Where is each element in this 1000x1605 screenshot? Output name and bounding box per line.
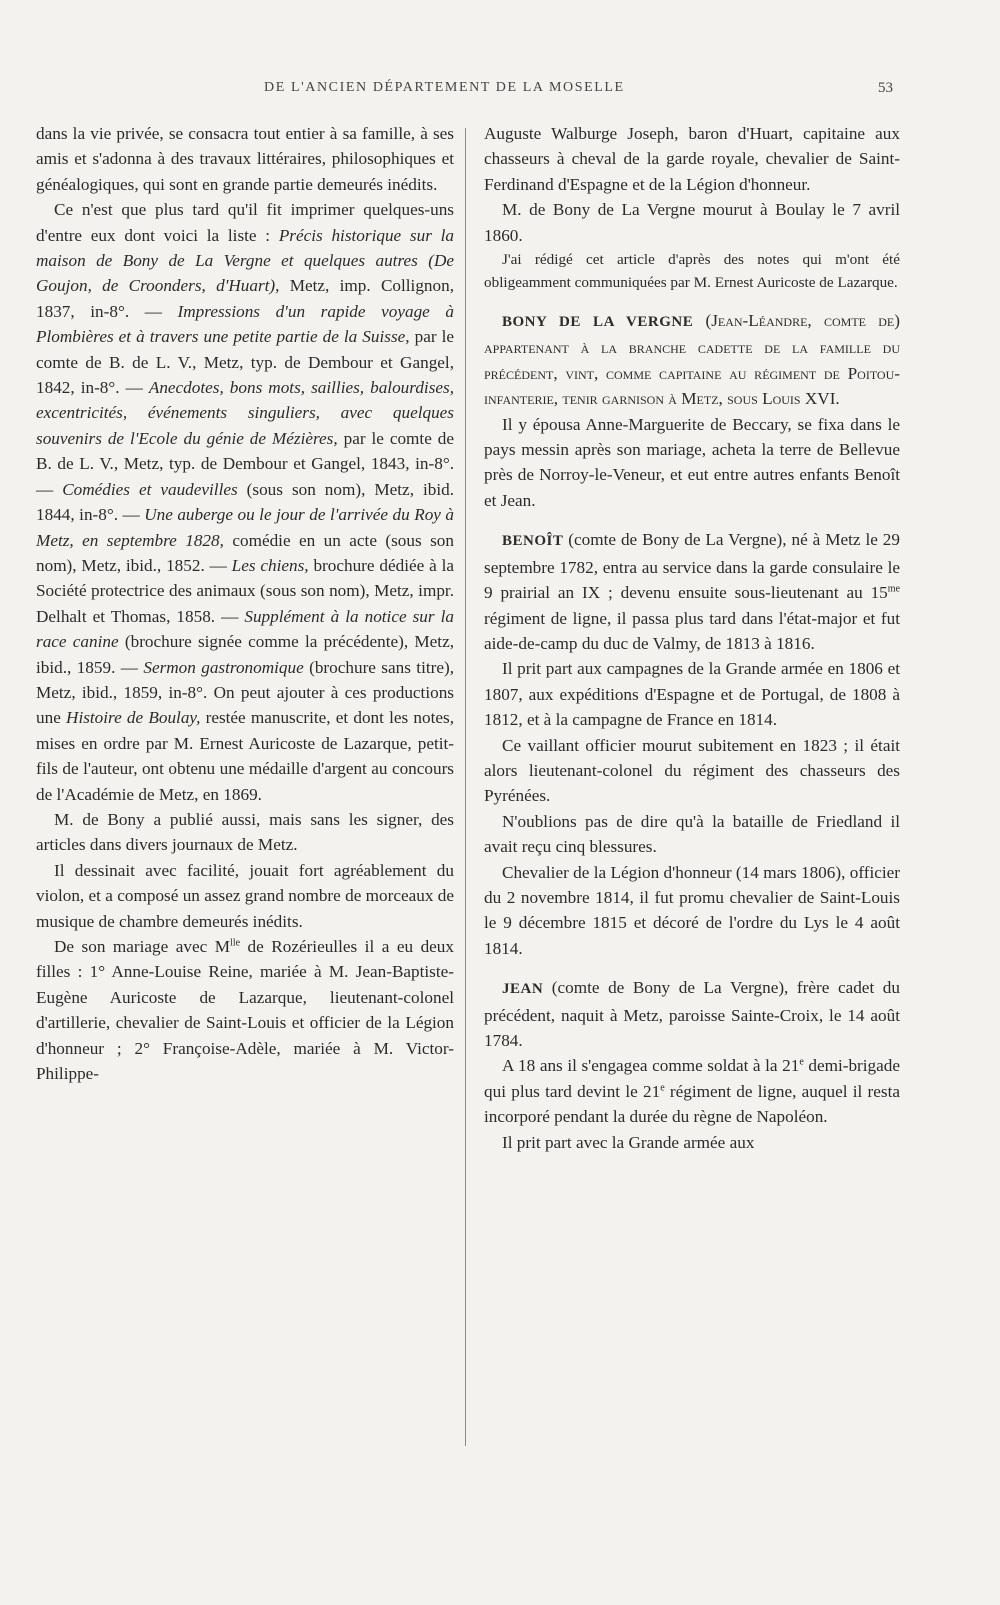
entry-benoit: BENOÎT (comte de Bony de La Vergne), né à Metz le 29 septembre 1782, entra au service dans la garde consulaire le 9 prairial an IX ; devenu ensuite sous-lieutenant au $15^{me}$ régiment de ligne, il passa plus tard dans l'état-major et fut aide-de-camp du duc de Valmy, de 1813 à 1816. <box>484 530 900 653</box>
paragraph: dans la vie privée, se consacra tout entier à sa famille, à ses amis et s'adonna à des travaux littéraires, philosophiques et généalogiques, qui sont en grande partie demeurés inédits. <box>36 124 454 194</box>
right-column <box>484 121 900 1155</box>
work-title: Impressions d'un rapide voyage à Plombières et à travers une petite partie de la Suisse, <box>36 301 455 347</box>
paragraph: Auguste Walburge Joseph, baron d'Huart, capitaine aux chasseurs à cheval de la garde royale, chevalier de Saint-Ferdinand d'Espagne et de la Légion d'honneur. <box>484 124 900 194</box>
work-title: Une auberge ou le jour de l'arrivée du Roy à Metz, en septembre 1828, <box>36 505 455 550</box>
paragraph: De son mariage avec $M^{lle}$ de Rozérieulles il a eu deux filles : 1° Anne-Louise Reine, mariée à M. Jean-Baptiste-Eugène Auricoste de Lazarque, lieutenant-colonel d'artillerie, chevalier de Saint-Louis et officier de la Légion d'honneur ; 2° Françoise-Adèle, mariée à M. Victor-Philippe- <box>36 937 454 1084</box>
paragraph: M. de Bony de La Vergne mourut à Boulay le 7 avril 1860. <box>484 200 900 245</box>
left-column <box>36 121 454 1086</box>
bibliography-paragraph: Ce n'est que plus tard qu'il fit imprimer quelques-uns d'entre eux dont voici la liste : Précis historique sur la maison de Bony de La Vergne et quelques autres (De Goujon, de Croonders, d'Huart), Metz, imp. Collignon, 1837, in-8°. — Impressions d'un rapide voyage à Plombières et à travers une petite partie de la Suisse, par le comte de B. de L. V., Metz, typ. de Dembour et Gangel, 1842, in-8°. — Anecdotes, bons mots, saillies, balourdises, excentricités, événements singuliers, avec quelques souvenirs de l'Ecole du génie de Mézières, par le comte de B. de L. V., Metz, typ. de Dembour et Gangel, 1843, in-8°. — Comédies et vaudevilles (sous son nom), Metz, ibid. 1844, in-8°. — Une auberge ou le jour de l'arrivée du Roy à Metz, en septembre 1828, comédie en un acte (sous son nom), Metz, ibid., 1852. — Les chiens, brochure dédiée à la Société protectrice des animaux (sous son nom), Metz, impr. Delhalt et Thomas, 1858. — Supplément à la notice sur la race canine (brochure signée comme la précédente), Metz, ibid., 1859. — Sermon gastronomique (brochure sans titre), Metz, ibid., 1859, in-8°. On peut ajouter à ces productions une Histoire de Boulay, restée manuscrite, et dont les notes, mises en ordre par M. Ernest Auricoste de Lazarque, petit-fils de l'auteur, ont obtenu une médaille d'argent au concours de l'Académie de Metz, en 1869. <box>36 200 455 804</box>
entry-jean: JEAN (comte de Bony de La Vergne), frère cadet du précédent, naquit à Metz, paroisse Sainte-Croix, le 14 août 1784. <box>484 978 900 1050</box>
paragraph: Il dessinait avec facilité, jouait fort agréablement du violon, et a composé un assez grand nombre de morceaux de musique de chambre demeurés inédits. <box>36 860 454 931</box>
paragraph: Il prit part aux campagnes de la Grande armée en 1806 et 1807, aux expéditions d'Espagne et de Portugal, de 1808 à 1812, et à la campagne de France en 1814. <box>484 659 900 730</box>
running-head: DE L'ANCIEN DÉPARTEMENT DE LA MOSELLE <box>264 80 625 95</box>
author-note: J'ai rédigé cet article d'après des notes qui m'ont été obligeamment communiquées par M. Ernest Auricoste de Lazarque. <box>484 251 900 292</box>
paragraph: M. de Bony a publié aussi, mais sans les signer, des articles dans divers journaux de Metz. <box>36 809 454 855</box>
work-title: Les chiens, <box>231 555 309 575</box>
work-title: Supplément à la notice sur la race canine <box>36 606 454 652</box>
work-title: Comédies et vaudevilles <box>62 479 238 499</box>
paragraph: Il prit part avec la Grande armée aux <box>502 1132 755 1152</box>
entry-headword: BENOÎT <box>502 533 564 550</box>
paragraph: Chevalier de la Légion d'honneur (14 mars 1806), officier du 2 novembre 1814, il fut promu chevalier de Saint-Louis le 9 décembre 1815 et décoré de l'ordre du Lys le 4 août 1814. <box>484 862 900 958</box>
paragraph: N'oublions pas de dire qu'à la bataille de Friedland il avait reçu cinq blessures. <box>484 811 900 857</box>
work-title: Anecdotes, bons mots, saillies, balourdises, excentricités, événements singuliers, avec quelques souvenirs de l'Ecole du génie de Mézières, <box>36 378 454 448</box>
paragraph: Ce vaillant officier mourut subitement en 1823 ; il était alors lieutenant-colonel du régiment des chasseurs des Pyrénées. <box>484 735 900 806</box>
work-title: Précis historique sur la maison de Bony de La Vergne et quelques autres (De Goujon, de Croonders, d'Huart), <box>36 225 454 296</box>
work-title: Histoire de Boulay, <box>66 708 201 728</box>
paragraph: Il y épousa Anne-Marguerite de Beccary, se fixa dans le pays messin après son mariage, acheta la terre de Bellevue près de Norroy-le-Veneur, et eut entre autres enfants Benoît et Jean. <box>484 414 900 510</box>
page-number: 53 <box>878 80 893 96</box>
entry-headword: BONY DE LA VERGNE <box>502 314 694 331</box>
column-divider <box>465 128 466 1446</box>
entry-jean-leandre: BONY DE LA VERGNE (Jean-Léandre, comte de) appartenant à la branche cadette de la famille du précédent, vint, comme capitaine au régiment de Poitou-infanterie, tenir garnison à Metz, sous Louis XVI. <box>484 311 900 409</box>
entry-headword: JEAN <box>502 981 544 998</box>
paragraph: A 18 ans il s'engagea comme soldat à la 21e demi-brigade qui plus tard devint le 21e régiment de ligne, auquel il resta incorporé pendant la durée du règne de Napoléon. <box>484 1056 900 1127</box>
work-title: Sermon gastronomique <box>143 657 304 677</box>
